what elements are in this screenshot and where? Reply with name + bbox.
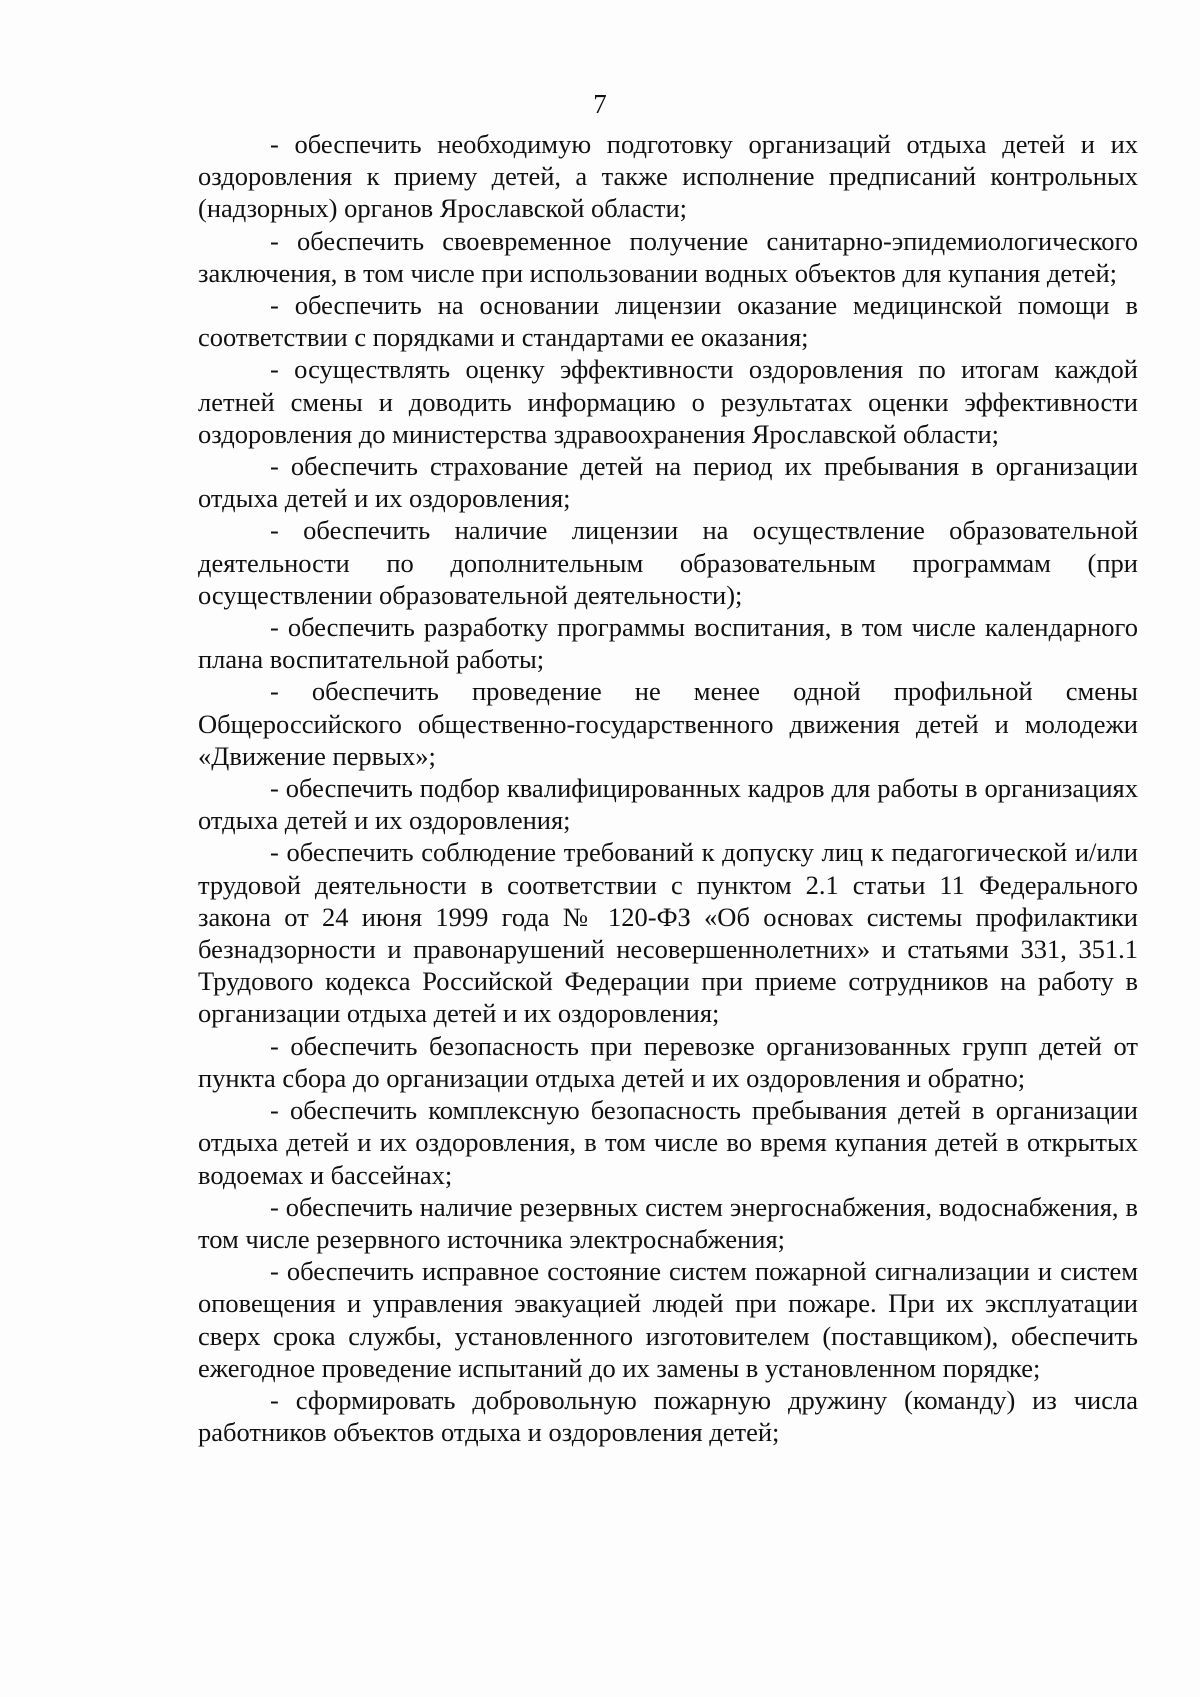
paragraph: - обеспечить наличие лицензии на осуществление образовательной деятельности по дополнительным образовательным программам (при осуществлении образовательной деятельности);	[198, 515, 1138, 610]
paragraph: - обеспечить разработку программы воспитания, в том числе календарного плана воспитательной работы;	[198, 612, 1138, 675]
paragraph: - обеспечить подбор квалифицированных кадров для работы в организациях отдыха детей и их оздоровления;	[198, 773, 1138, 836]
document-body	[198, 128, 1138, 1448]
paragraph: - осуществлять оценку эффективности оздоровления по итогам каждой летней смены и доводить информацию о результатах оценки эффективности оздоровления до министерства здравоохранения Ярославской области;	[198, 354, 1138, 449]
paragraph: - обеспечить комплексную безопасность пребывания детей в организации отдыха детей и их оздоровления, в том числе во время купания детей в открытых водоемах и бассейнах;	[198, 1095, 1138, 1190]
page-number: 7	[593, 89, 607, 119]
paragraph: - обеспечить страхование детей на период их пребывания в организации отдыха детей и их оздоровления;	[198, 451, 1138, 514]
paragraph: - обеспечить необходимую подготовку организаций отдыха детей и их оздоровления к приему детей, а также исполнение предписаний контрольных (надзорных) органов Ярославской области;	[198, 129, 1138, 224]
paragraph: - обеспечить своевременное получение санитарно-эпидемиологического заключения, в том числе при использовании водных объектов для купания детей;	[198, 225, 1138, 288]
paragraph: - сформировать добровольную пожарную дружину (команду) из числа работников объектов отдыха и оздоровления детей;	[198, 1384, 1138, 1448]
paragraph: - обеспечить соблюдение требований к допуску лиц к педагогической и/или трудовой деятельности в соответствии с пунктом 2.1 статьи 11 Федерального закона от 24 июня 1999 года № 120-ФЗ «Об основах системы профилактики безнадзорности и правонарушений несовершеннолетних» и статьями 331, 351.1 Трудового кодекса Российской Федерации при приеме сотрудников на работу в организации отдыха детей и их оздоровления;	[198, 837, 1138, 1029]
paragraph: - обеспечить проведение не менее одной профильной смены Общероссийского общественно-государственного движения детей и молодежи «Движение первых»;	[198, 676, 1138, 771]
paragraph: - обеспечить безопасность при перевозке организованных групп детей от пункта сбора до организации отдыха детей и их оздоровления и обратно;	[198, 1030, 1138, 1093]
paragraph: - обеспечить наличие резервных систем энергоснабжения, водоснабжения, в том числе резервного источника электроснабжения;	[198, 1191, 1138, 1254]
paragraph: - обеспечить исправное состояние систем пожарной сигнализации и систем оповещения и управления эвакуацией людей при пожаре. При их эксплуатации сверх срока службы, установленного изготовителем (поставщиком), обеспечить ежегодное проведение испытаний до их замены в установленном порядке;	[198, 1256, 1138, 1383]
paragraph: - обеспечить на основании лицензии оказание медицинской помощи в соответствии с порядками и стандартами ее оказания;	[198, 290, 1138, 353]
